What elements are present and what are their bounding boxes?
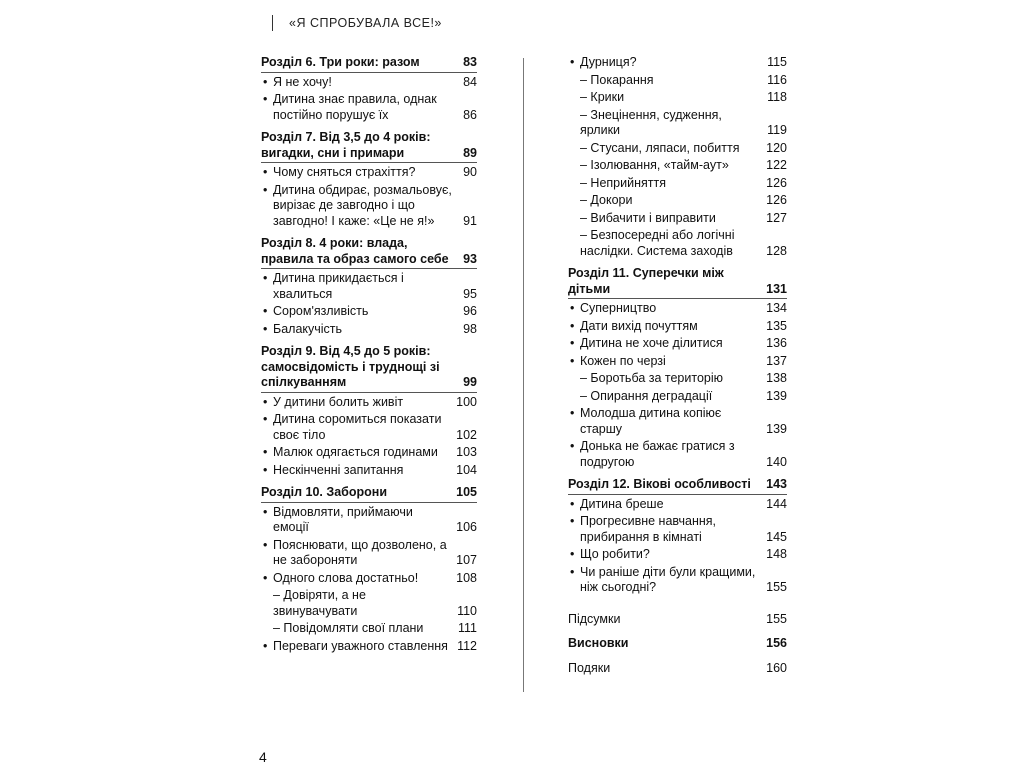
toc-entry-title: • Прогресивне навчання, прибирання в кімнаті	[568, 514, 766, 545]
toc-entry-page: 108	[456, 570, 477, 585]
toc-entry-title: – Боротьба за територію	[580, 371, 724, 385]
toc-entry-title: Розділ 8. 4 роки: влада, правила та образ самого себе	[261, 236, 449, 266]
toc-entry-page: 103	[456, 445, 477, 459]
toc-entry-sub	[568, 108, 787, 139]
toc-entry-title: – Вибачити і виправити	[580, 210, 716, 225]
toc-entry-page: 95	[463, 286, 477, 301]
toc-entry-section	[261, 485, 477, 503]
toc-entry-page: 134	[766, 301, 787, 315]
toc-entry-bold	[568, 636, 787, 652]
toc-entry-item	[261, 304, 477, 320]
toc-entry-page: 107	[456, 553, 477, 567]
toc-entry-item	[261, 445, 477, 461]
toc-entry-page: 118	[767, 90, 787, 104]
toc-entry-section	[568, 266, 787, 299]
toc-entry-item	[568, 301, 787, 317]
toc-entry-item	[261, 183, 477, 230]
toc-entry-page: 136	[766, 336, 787, 350]
toc-entry-page: 104	[456, 462, 477, 477]
toc-entry-title: – Безпосередні або логічні наслідки. Система заходів	[580, 228, 735, 258]
toc-entry-title: – Неприйняття	[580, 175, 666, 190]
toc-entry-sub	[568, 389, 787, 405]
toc-entry-title: – Довіряти, а не звинувачувати	[273, 588, 366, 618]
toc-entry-page: 84	[463, 74, 477, 89]
toc-entry-item	[261, 395, 477, 411]
toc-entry-title: • Дитина бреше	[568, 497, 766, 513]
toc-entry-page: 143	[766, 477, 787, 491]
toc-entry-title: • Сором'язливість	[261, 304, 463, 320]
toc-entry-title: • Дурниця?	[568, 55, 767, 71]
toc-entry-plain	[568, 612, 787, 628]
toc-entry-page: 115	[767, 55, 787, 69]
toc-entry-page: 156	[766, 636, 787, 650]
toc-entry-page: 139	[766, 421, 787, 436]
toc-entry-title: – Опирання деградації	[580, 388, 713, 403]
page-number: 4	[259, 749, 267, 765]
toc-entry-title: • Кожен по черзі	[568, 354, 766, 370]
toc-entry-title: • Дитина прикидається і хвалиться	[261, 271, 463, 302]
toc-entry-title: – Крики	[580, 90, 625, 104]
toc-entry-page: 83	[463, 55, 477, 69]
toc-entry-title: • Пояснювати, що дозволено, а не забороняти	[261, 538, 456, 569]
toc-entry-title: – Докори	[580, 193, 633, 207]
toc-left-column	[261, 55, 477, 656]
toc-entry-item	[261, 639, 477, 655]
toc-entry-page: 100	[456, 394, 477, 409]
toc-entry-page: 160	[766, 660, 787, 675]
toc-entry-page: 91	[463, 213, 477, 228]
toc-entry-item	[261, 538, 477, 569]
toc-entry-plain	[568, 661, 787, 677]
toc-entry-title: • Що робити?	[568, 547, 766, 563]
toc-entry-sub	[568, 211, 787, 227]
toc-entry-page: 98	[463, 321, 477, 336]
toc-entry-title: Розділ 11. Суперечки між дітьми	[568, 266, 724, 296]
toc-entry-page: 138	[766, 371, 787, 385]
toc-entry-sub	[568, 371, 787, 387]
toc-entry-page: 144	[766, 496, 787, 511]
toc-entry-page: 126	[766, 175, 787, 190]
toc-entry-title: • Балакучість	[261, 322, 463, 338]
toc-entry-page: 140	[766, 454, 787, 469]
toc-entry-page: 119	[767, 123, 787, 137]
toc-entry-page: 96	[463, 304, 477, 318]
toc-entry-title: • Дати вихід почуттям	[568, 319, 766, 335]
toc-entry-item	[568, 565, 787, 596]
toc-entry-title: Підсумки	[568, 611, 621, 626]
toc-entry-page: 105	[456, 485, 477, 499]
toc-entry-item	[568, 547, 787, 563]
toc-entry-item	[568, 514, 787, 545]
toc-entry-sub	[568, 73, 787, 89]
toc-entry-page: 137	[766, 353, 787, 368]
toc-entry-page: 145	[766, 529, 787, 544]
toc-entry-item	[261, 165, 477, 181]
toc-right-column	[568, 55, 787, 678]
running-header-title: «Я СПРОБУВАЛА ВСЕ!»	[289, 16, 442, 30]
toc-entry-title: Розділ 7. Від 3,5 до 4 років: вигадки, сни і примари	[261, 130, 431, 160]
toc-entry-title: • Дитина знає правила, однак постійно порушує їх	[261, 92, 463, 123]
toc-entry-item	[261, 505, 477, 536]
toc-entry-item	[261, 571, 477, 587]
toc-entry-title: • Відмовляти, приймаючи емоції	[261, 505, 456, 536]
toc-entry-item	[261, 271, 477, 302]
running-header	[272, 15, 442, 31]
toc-entry-page: 90	[463, 165, 477, 179]
toc-entry-item	[568, 354, 787, 370]
toc-entry-title: – Знецінення, судження, ярлики	[580, 107, 722, 137]
toc-entry-page: 127	[766, 210, 787, 225]
toc-entry-title: • Чому сняться страхіття?	[261, 165, 463, 181]
toc-entry-page: 148	[766, 547, 787, 561]
toc-entry-page: 86	[463, 107, 477, 122]
toc-entry-section	[261, 55, 477, 73]
toc-entry-title: • Одного слова достатньо!	[261, 571, 456, 587]
toc-entry-page: 126	[766, 193, 787, 207]
toc-entry-page: 139	[766, 388, 787, 403]
toc-entry-sub	[261, 588, 477, 619]
toc-entry-title: – Повідомляти свої плани	[273, 621, 424, 635]
toc-entry-page: 99	[463, 375, 477, 389]
toc-entry-sub	[568, 228, 787, 259]
toc-entry-title: • Донька не бажає гратися з подругою	[568, 439, 766, 470]
toc-entry-title: • Нескінченні запитання	[261, 463, 456, 479]
toc-entry-title: • Дитина соромиться показати своє тіло	[261, 412, 456, 443]
toc-entry-sub	[568, 176, 787, 192]
toc-entry-page: 112	[457, 638, 477, 653]
toc-entry-section	[261, 344, 477, 393]
toc-entry-title: – Стусани, ляпаси, побиття	[580, 140, 740, 155]
toc-entry-item	[568, 406, 787, 437]
toc-entry-title: Подяки	[568, 660, 611, 675]
toc-entry-page: 110	[457, 603, 477, 618]
toc-entry-sub	[261, 621, 477, 637]
toc-entry-page: 93	[463, 251, 477, 266]
toc-entry-title: Розділ 10. Заборони	[261, 485, 388, 499]
toc-entry-page: 120	[766, 140, 787, 155]
toc-entry-page: 106	[456, 520, 477, 534]
toc-entry-page: 135	[766, 318, 787, 333]
toc-entry-item	[261, 75, 477, 91]
column-divider	[523, 58, 524, 692]
toc-entry-page: 116	[767, 72, 787, 87]
toc-entry-sub	[568, 193, 787, 209]
toc-entry-title: • У дитини болить живіт	[261, 395, 456, 411]
toc-entry-title: Висновки	[568, 636, 629, 650]
toc-entry-sub	[568, 90, 787, 106]
toc-entry-title: • Малюк одягається годинами	[261, 445, 456, 461]
toc-entry-item	[261, 463, 477, 479]
toc-entry-title: Розділ 12. Вікові особливості	[568, 477, 751, 491]
toc-entry-section	[568, 477, 787, 495]
toc-entry-page: 89	[463, 145, 477, 160]
toc-entry-page: 111	[457, 621, 477, 635]
toc-entry-title: Розділ 6. Три роки: разом	[261, 55, 420, 69]
toc-entry-item	[568, 497, 787, 513]
toc-entry-item	[568, 439, 787, 470]
toc-entry-page: 102	[456, 427, 477, 442]
toc-entry-title: • Переваги уважного ставлення	[261, 639, 457, 655]
toc-entry-sub	[568, 158, 787, 174]
toc-entry-sub	[568, 141, 787, 157]
toc-entry-page: 155	[766, 580, 787, 594]
toc-entry-title: • Молодша дитина копіює старшу	[568, 406, 766, 437]
toc-entry-title: Розділ 9. Від 4,5 до 5 років: самосвідомість і труднощі зі спілкуванням	[261, 344, 440, 389]
toc-entry-item	[568, 55, 787, 71]
header-rule	[272, 15, 273, 31]
toc-entry-page: 131	[766, 281, 787, 296]
toc-entry-title: • Суперництво	[568, 301, 766, 317]
toc-entry-page: 122	[766, 158, 787, 172]
toc-entry-title: • Чи раніше діти були кращими, ніж сьогодні?	[568, 565, 766, 596]
toc-entry-page: 128	[766, 243, 787, 258]
toc-entry-item	[261, 412, 477, 443]
toc-entry-item	[261, 92, 477, 123]
toc-entry-title: • Дитина не хоче ділитися	[568, 336, 766, 352]
toc-entry-title: – Покарання	[580, 72, 654, 87]
toc-entry-page: 155	[766, 611, 787, 626]
toc-entry-item	[261, 322, 477, 338]
toc-entry-title: • Дитина обдирає, розмальовує, вирізає де завгодно і що завгодно! І каже: «Це не я!»	[261, 183, 463, 230]
toc-entry-title: • Я не хочу!	[261, 75, 463, 91]
toc-entry-section	[261, 236, 477, 269]
toc-entry-title: – Ізолювання, «тайм-аут»	[580, 158, 729, 172]
toc-entry-item	[568, 319, 787, 335]
toc-entry-section	[261, 130, 477, 163]
toc-entry-item	[568, 336, 787, 352]
